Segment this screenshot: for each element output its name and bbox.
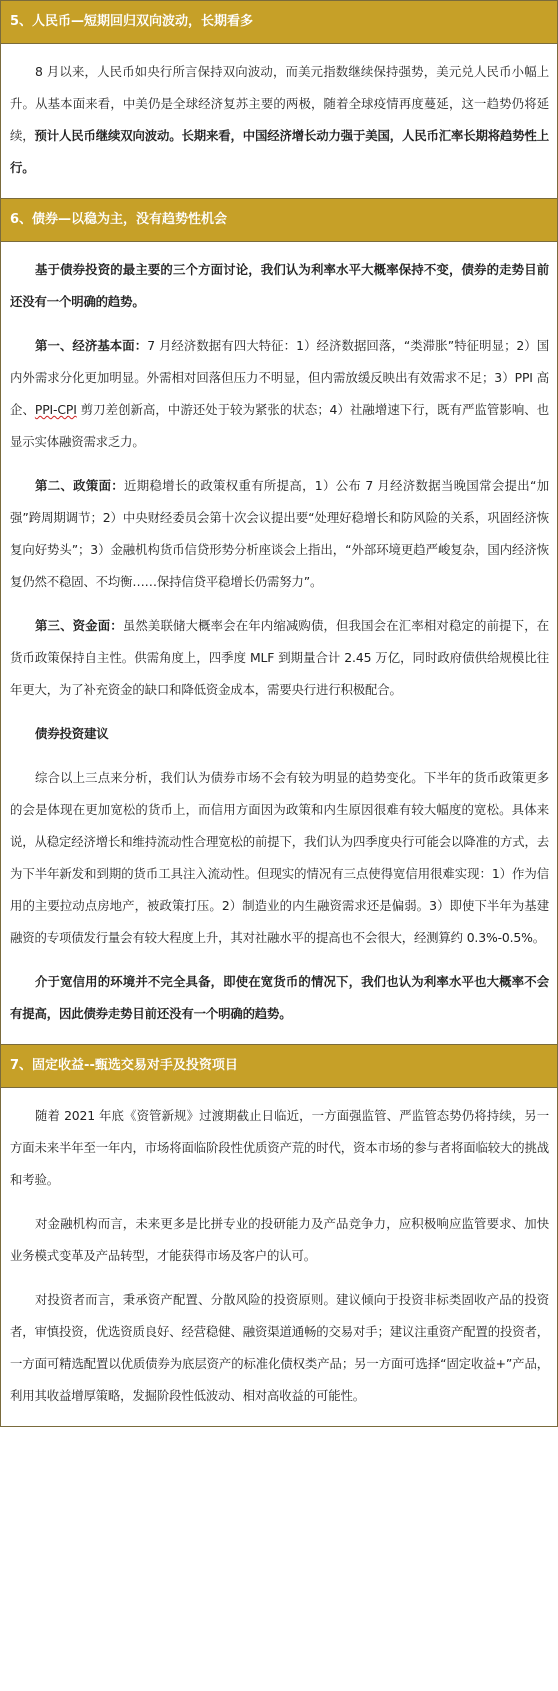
section-6-funding-paragraph bbox=[10, 610, 549, 706]
section-6-conclusion: 介于宽信用的环境并不完全具备，即使在宽货币的情况下，我们也认为利率水平也大概率不会有提高，因此债券走势目前还没有一个明确的趋势。 bbox=[10, 974, 549, 1021]
section-6-advice-heading: 债券投资建议 bbox=[35, 726, 109, 741]
section-6-funding-text: 虽然美联储大概率会在年内缩减购债，但我国会在汇率相对稳定的前提下，在货币政策保持自主性。供需角度上，四季度 MLF 到期量合计 2.45 万亿，同时政府债供给规模比往年更大，为了补充资金的缺口和降低资金成本，需要央行进行积极配合。 bbox=[10, 618, 549, 697]
section-6-economy-spell: PPI-CPI bbox=[34, 402, 77, 417]
section-6-policy-label: 第二、政策面： bbox=[35, 478, 125, 493]
section-6-header: 6、债券—以稳为主，没有趋势性机会 bbox=[1, 198, 557, 242]
section-5-body bbox=[1, 44, 557, 198]
section-6-economy-paragraph bbox=[10, 330, 549, 458]
section-6-funding-label: 第三、资金面： bbox=[35, 618, 123, 633]
section-6-body bbox=[1, 242, 557, 1044]
section-6-analysis-paragraph: 综合以上三点来分析，我们认为债券市场不会有较为明显的趋势变化。下半年的货币政策更多的会是体现在更加宽松的货币上，而信用方面因为政策和内生原因很难有较大幅度的宽松。具体来说，从稳定经济增长和维持流动性合理宽松的前提下，我们认为四季度央行可能会以降准的方式，去为下半年新发和到期的货币工具注入流动性。但现实的情况有三点使得宽信用很难实现：1）作为信用的主要拉动点房地产，被政策打压。2）制造业的内生融资需求还是偏弱。3）即使下半年为基建融资的专项债发行量会有较大程度上升，其对社融水平的提高也不会很大，经测算约 0.3%-0.5%。 bbox=[10, 770, 549, 945]
section-6-economy-text-a: 7 月经济数据有四大特征：1）经济数据回落，“类滞胀”特征明显；2）国内外需求分化更加明显。外需相对回落但压力不明显，但内需放缓反映出有效需求不足；3）PPI 高企、 bbox=[10, 338, 549, 417]
section-7-paragraph-1: 随着 2021 年底《资管新规》过渡期截止日临近，一方面强监管、严监管态势仍将持续，另一方面未来半年至一年内，市场将面临阶段性优质资产荒的时代，资本市场的参与者将面临较大的挑战和考验。 bbox=[10, 1108, 549, 1187]
section-6-policy-paragraph bbox=[10, 470, 549, 598]
section-6-economy-label: 第一、经济基本面： bbox=[35, 338, 148, 353]
section-5-bold-text: 预计人民币继续双向波动。长期来看，中国经济增长动力强于美国，人民币汇率长期将趋势性上行。 bbox=[10, 128, 550, 175]
section-5-text: 8 月以来，人民币如央行所言保持双向波动，而美元指数继续保持强势，美元兑人民币小幅上升。从基本面来看，中美仍是全球经济复苏主要的两极，随着全球疫情再度蔓延，这一趋势仍将延续， bbox=[10, 64, 549, 143]
section-7-header: 7、固定收益--甄选交易对手及投资项目 bbox=[1, 1044, 557, 1088]
section-5-paragraph bbox=[10, 56, 549, 184]
section-6-policy-text: 近期稳增长的政策权重有所提高，1）公布 7 月经济数据当晚国常会提出“加强”跨周期调节；2）中央财经委员会第十次会议提出要“处理好稳增长和防风险的关系，巩固经济恢复向好势头”；3）金融机构货币信贷形势分析座谈会上指出，“外部环境更趋严峻复杂，国内经济恢复仍然不稳固、不均衡……保持信贷平稳增长仍需努力”。 bbox=[10, 478, 550, 589]
section-7-paragraph-3: 对投资者而言，秉承资产配置、分散风险的投资原则。建议倾向于投资非标类固收产品的投资者，审慎投资，优选资质良好、经营稳健、融资渠道通畅的交易对手；建议注重资产配置的投资者，一方面可精选配置以优质债券为底层资产的标准化债权类产品；另一方面可选择“固定收益+”产品，利用其收益增厚策略，发掘阶段性低波动、相对高收益的可能性。 bbox=[10, 1292, 549, 1403]
section-6-economy-text-b: 剪刀差创新高，中游还处于较为紧张的状态；4）社融增速下行，既有严监管影响、也显示实体融资需求乏力。 bbox=[10, 402, 549, 449]
section-7-paragraph-2: 对金融机构而言，未来更多是比拼专业的投研能力及产品竞争力，应积极响应监管要求、加快业务模式变革及产品转型，才能获得市场及客户的认可。 bbox=[10, 1216, 549, 1263]
section-5-header: 5、人民币—短期回归双向波动，长期看多 bbox=[1, 0, 557, 44]
section-6-intro: 基于债券投资的最主要的三个方面讨论，我们认为利率水平大概率保持不变，债券的走势目前还没有一个明确的趋势。 bbox=[10, 262, 549, 309]
section-7-body bbox=[1, 1088, 557, 1426]
